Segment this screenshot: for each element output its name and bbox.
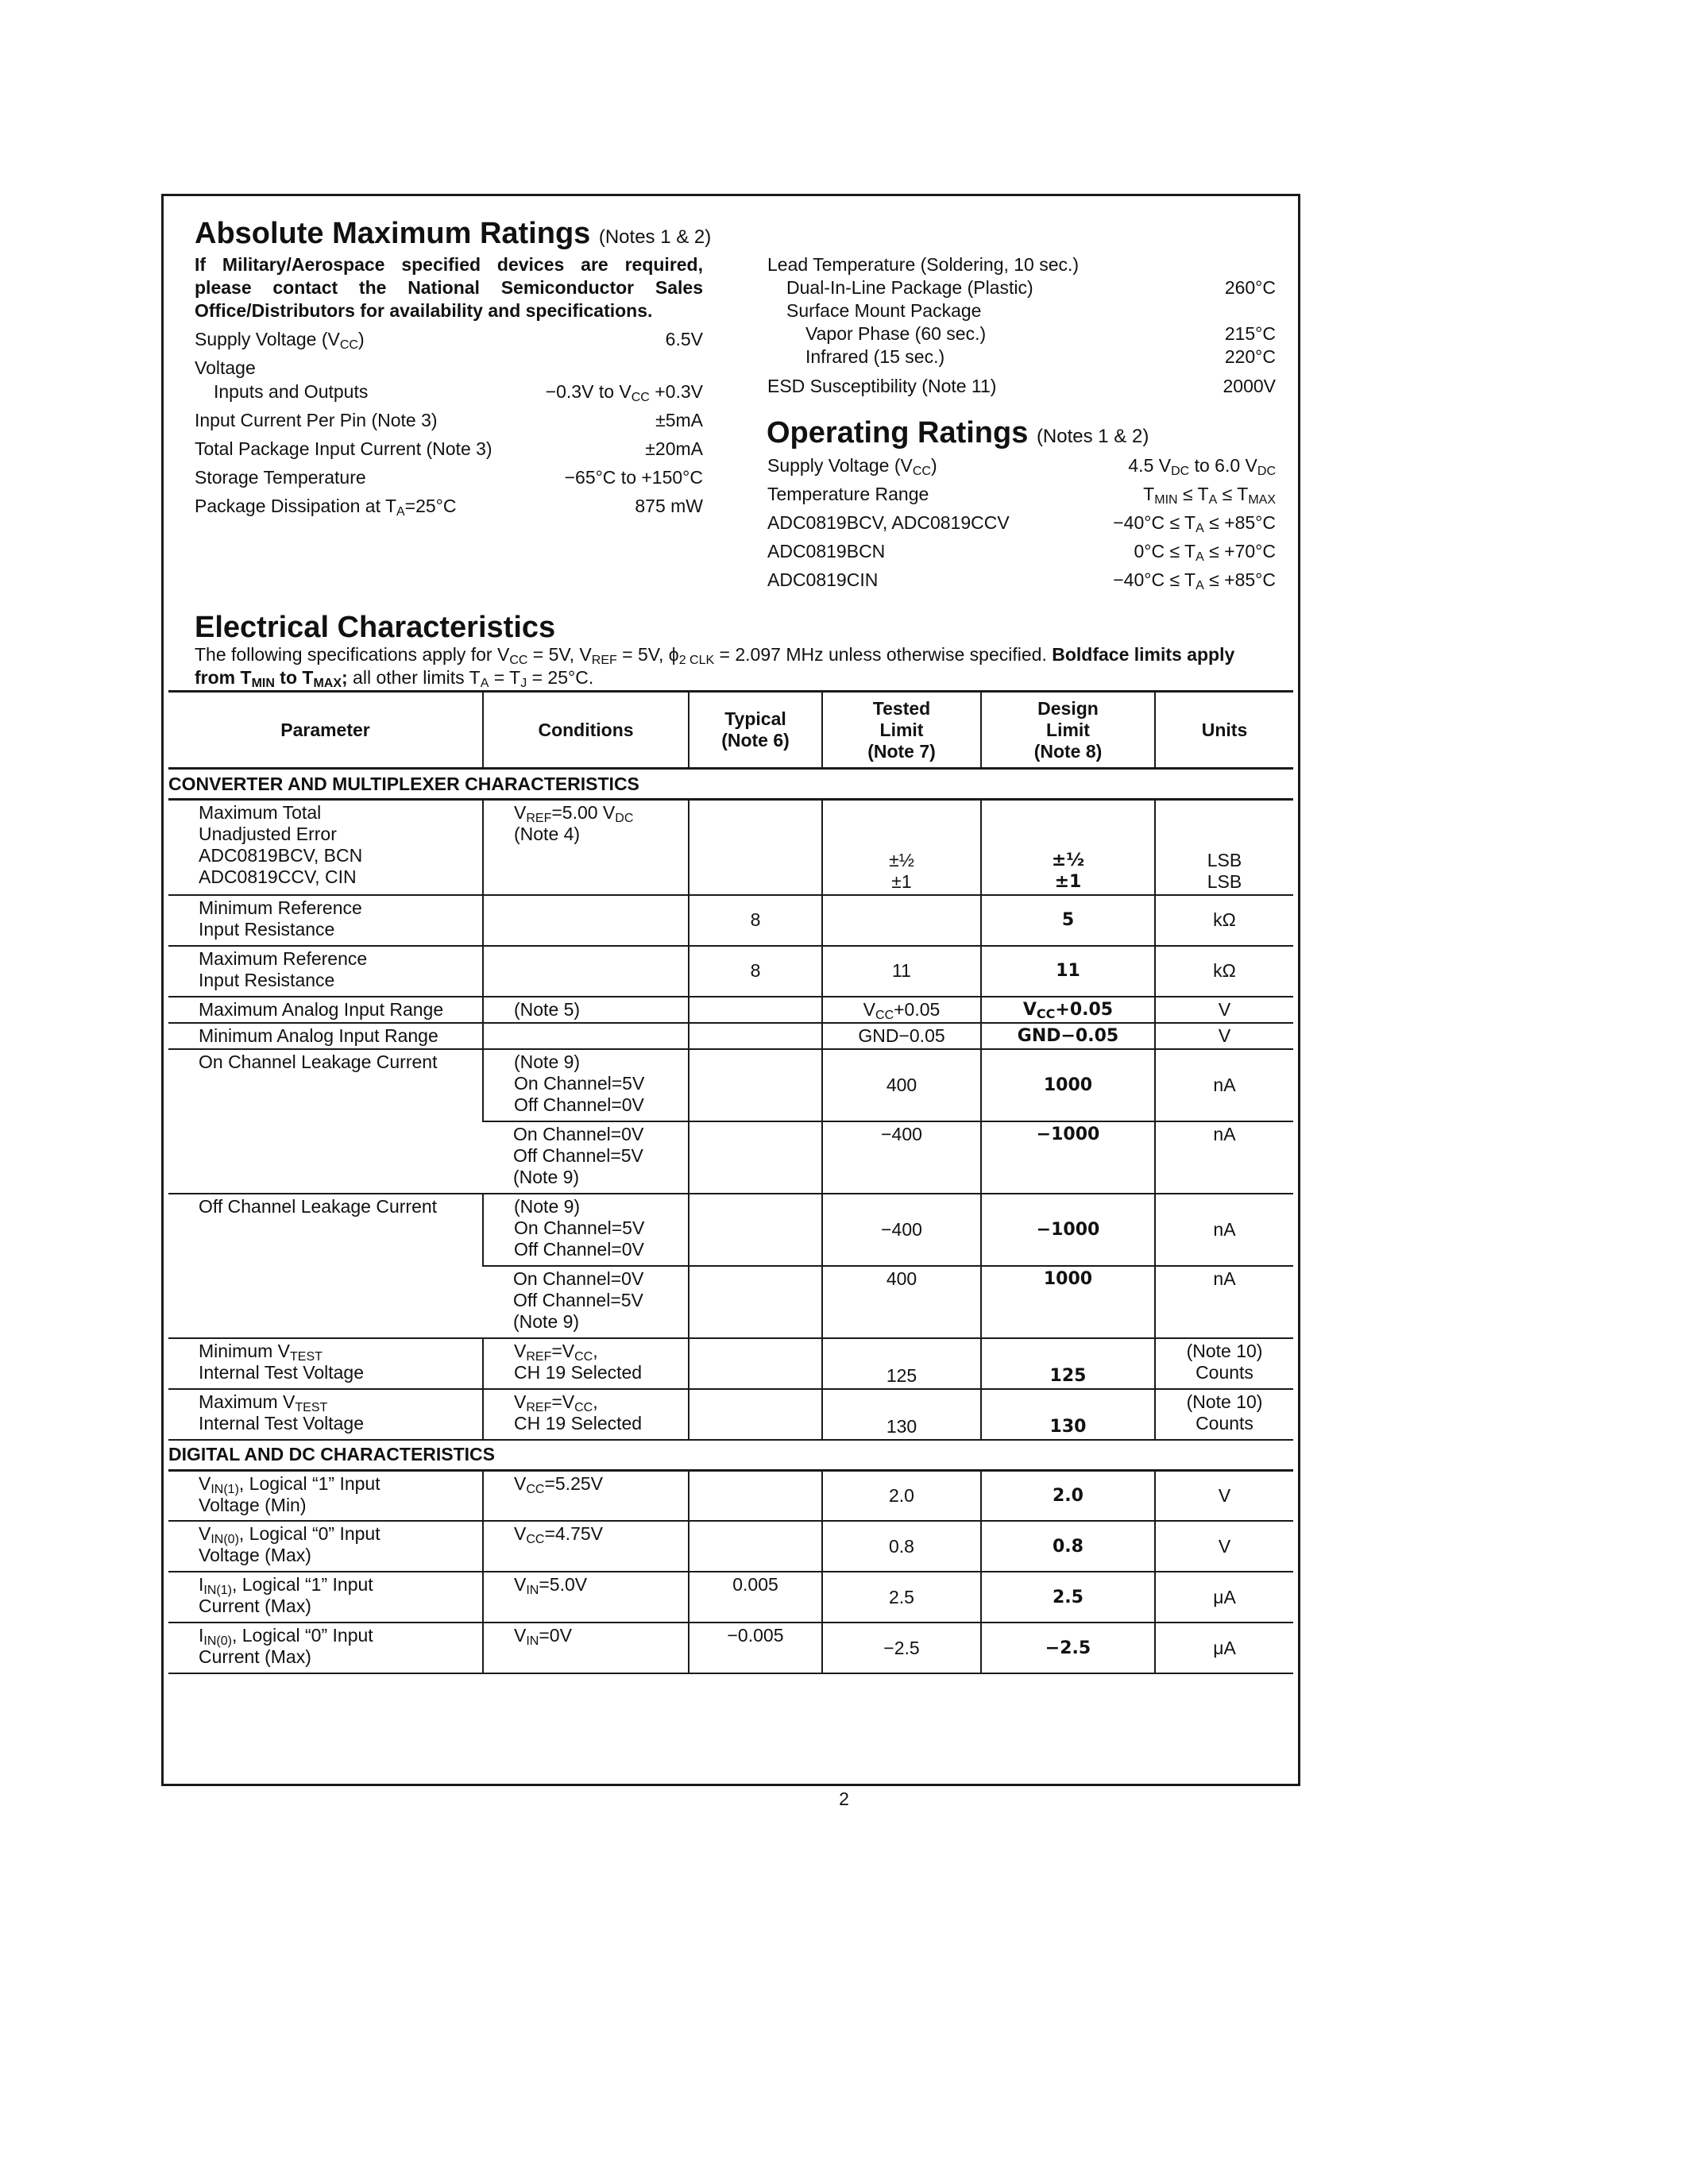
- param-cell: Off Channel Leakage Current: [168, 1194, 483, 1338]
- section-digital: DIGITAL AND DC CHARACTERISTICS: [168, 1440, 1293, 1471]
- design-cell: 0.8: [981, 1521, 1155, 1572]
- cond-cell: [483, 946, 689, 997]
- cond-cell: $V_{REF}=5.00$ $V_{DC}$ (Note 4): [483, 800, 689, 895]
- design-cell: 2.0: [981, 1470, 1155, 1521]
- cond-cell: $V_{IN}=5.0V$: [483, 1572, 689, 1623]
- units-cell: LSB LSB: [1155, 800, 1293, 895]
- design-cell: −1000: [981, 1121, 1155, 1194]
- units-cell: nA: [1155, 1194, 1293, 1266]
- electrical-characteristics-table: [168, 690, 1293, 1674]
- typ-cell: [689, 997, 822, 1023]
- table-row: [168, 1470, 1293, 1521]
- tested-cell: 400: [822, 1266, 981, 1338]
- tested-cell: 2.0: [822, 1470, 981, 1521]
- typ-cell: 8: [689, 946, 822, 997]
- table-header-row: [168, 692, 1293, 769]
- table-row: [168, 800, 1293, 895]
- operating-title: Operating Ratings (Notes 1 & 2): [767, 416, 1149, 450]
- tested-cell: 0.8: [822, 1521, 981, 1572]
- abs-inputs-outputs: Inputs and Outputs −0.3V to $V_{CC} +0.3V$: [214, 381, 703, 404]
- cond-cell: $V_{REF}=V_{CC}$, CH 19 Selected: [483, 1389, 689, 1440]
- lead-temp-label: Lead Temperature (Soldering, 10 sec.): [767, 254, 1080, 275]
- cond-cell: $V_{IN}=0V$: [483, 1623, 689, 1673]
- tested-cell: −400: [822, 1194, 981, 1266]
- typ-cell: [689, 1121, 822, 1194]
- units-cell: V: [1155, 997, 1293, 1023]
- page-number: 2: [839, 1788, 849, 1809]
- tested-cell: −2.5: [822, 1623, 981, 1673]
- units-cell: V: [1155, 1521, 1293, 1572]
- cond-cell: $V_{CC}=5.25V$: [483, 1470, 689, 1521]
- table-row: [168, 1049, 1293, 1121]
- lead-temp-smp: Surface Mount Package: [786, 300, 982, 321]
- tested-cell: [822, 895, 981, 946]
- design-cell: 5: [981, 895, 1155, 946]
- header-typical: Typical (Note 6): [689, 692, 822, 769]
- units-cell: nA: [1155, 1121, 1293, 1194]
- param-cell: Minimum $V_{TEST}$ Internal Test Voltage: [168, 1338, 483, 1389]
- units-cell: kΩ: [1155, 895, 1293, 946]
- param-cell: $V_{IN(1)}$, Logical “1” Input Voltage (Min): [168, 1470, 483, 1521]
- design-cell: 1000: [981, 1049, 1155, 1121]
- abs-supply-voltage: Supply Voltage $(V_{CC})$ 6.5V: [195, 329, 703, 352]
- units-cell: (Note 10) Counts: [1155, 1338, 1293, 1389]
- units-cell: V: [1155, 1470, 1293, 1521]
- param-cell: $I_{IN(1)}$, Logical “1” Input Current (Max): [168, 1572, 483, 1623]
- table-row: [168, 1023, 1293, 1049]
- table-row: [168, 895, 1293, 946]
- table-row: [168, 1338, 1293, 1389]
- elec-intro: The following specifications apply for $V_{CC} = 5V$, $V_{REF} = 5V$, $\phi_{2 CLK} = 2.097$ MHz unless otherwise specified. Boldface limits apply from $T_{MIN}$ to $T_{MAX}$; all other limits $T_A = T_J = 25^\circ C$.: [195, 644, 1235, 690]
- param-cell: Maximum Total Unadjusted Error ADC0819BCV, BCN ADC0819CCV, CIN: [168, 800, 483, 895]
- tested-cell: 400: [822, 1049, 981, 1121]
- section-converter: CONVERTER AND MULTIPLEXER CHARACTERISTICS: [168, 769, 1293, 800]
- header-units: Units: [1155, 692, 1293, 769]
- param-cell: $I_{IN(0)}$, Logical “0” Input Current (Max): [168, 1623, 483, 1673]
- table-row: [168, 1521, 1293, 1572]
- abs-storage-temp: Storage Temperature −65°C to +150°C: [195, 467, 703, 488]
- military-warning: If Military/Aerospace specified devices are required, please contact the National Semiconductor Sales Office/Distributors for availability and specifications.: [195, 254, 703, 321]
- tested-cell: GND−0.05: [822, 1023, 981, 1049]
- lead-temp-infrared: Infrared (15 sec.) 220°C: [805, 346, 1276, 367]
- abs-voltage-label: Voltage: [195, 357, 256, 378]
- typ-cell: [689, 1470, 822, 1521]
- design-cell: 11: [981, 946, 1155, 997]
- table-row: [168, 1389, 1293, 1440]
- param-cell: Maximum Analog Input Range: [168, 997, 483, 1023]
- tested-cell: 125: [822, 1338, 981, 1389]
- units-cell: kΩ: [1155, 946, 1293, 997]
- table-row: [168, 1572, 1293, 1623]
- typ-cell: [689, 1266, 822, 1338]
- tested-cell: 11: [822, 946, 981, 997]
- typ-cell: [689, 800, 822, 895]
- op-supply-voltage: Supply Voltage $(V_{CC})$ 4.5 $V_{DC}$ to 6.0 $V_{DC}$: [767, 455, 1276, 478]
- units-cell: nA: [1155, 1266, 1293, 1338]
- cond-cell: [483, 895, 689, 946]
- param-cell: On Channel Leakage Current: [168, 1049, 483, 1194]
- cond-cell: [483, 1023, 689, 1049]
- cond-cell: (Note 5): [483, 997, 689, 1023]
- design-cell: 130: [981, 1389, 1155, 1440]
- cond-cell: On Channel=0V Off Channel=5V (Note 9): [483, 1121, 689, 1194]
- units-cell: V: [1155, 1023, 1293, 1049]
- header-design-limit: Design Limit (Note 8): [981, 692, 1155, 769]
- param-cell: Maximum Reference Input Resistance: [168, 946, 483, 997]
- abs-package-dissipation: Package Dissipation at $T_A=25^\circ C$ 875 mW: [195, 496, 703, 519]
- section-row: [168, 769, 1293, 800]
- table-row: [168, 1194, 1293, 1266]
- table-row: [168, 946, 1293, 997]
- design-cell: 2.5: [981, 1572, 1155, 1623]
- units-cell: μA: [1155, 1572, 1293, 1623]
- param-cell: Minimum Analog Input Range: [168, 1023, 483, 1049]
- tested-cell: 130: [822, 1389, 981, 1440]
- header-conditions: Conditions: [483, 692, 689, 769]
- tested-cell: −400: [822, 1121, 981, 1194]
- op-range-bcv-ccv: ADC0819BCV, ADC0819CCV $-40^\circ C \le T_A \le +85^\circ C$: [767, 512, 1276, 535]
- tested-cell: ±½ ±1: [822, 800, 981, 895]
- section-row: [168, 1440, 1293, 1471]
- abs-package-current: Total Package Input Current (Note 3) ±20mA: [195, 438, 703, 459]
- abs-max-title: Absolute Maximum Ratings (Notes 1 & 2): [195, 217, 712, 250]
- cond-cell: (Note 9) On Channel=5V Off Channel=0V: [483, 1194, 689, 1266]
- design-cell: ±½ ±1: [981, 800, 1155, 895]
- typ-cell: [689, 1049, 822, 1121]
- abs-input-current: Input Current Per Pin (Note 3) ±5mA: [195, 410, 703, 430]
- op-range-cin: ADC0819CIN $-40^\circ C \le T_A \le +85^\circ C$: [767, 569, 1276, 592]
- cond-cell: $V_{REF}=V_{CC}$, CH 19 Selected: [483, 1338, 689, 1389]
- elec-title: Electrical Characteristics: [195, 611, 556, 644]
- op-range-bcn: ADC0819BCN $0^\circ C \le T_A \le +70^\circ C$: [767, 541, 1276, 564]
- typ-cell: −0.005: [689, 1623, 822, 1673]
- header-parameter: Parameter: [168, 692, 483, 769]
- param-cell: $V_{IN(0)}$, Logical “0” Input Voltage (Max): [168, 1521, 483, 1572]
- cond-cell: (Note 9) On Channel=5V Off Channel=0V: [483, 1049, 689, 1121]
- units-cell: (Note 10) Counts: [1155, 1389, 1293, 1440]
- cond-cell: On Channel=0V Off Channel=5V (Note 9): [483, 1266, 689, 1338]
- design-cell: $V_{CC}+0.05$: [981, 997, 1155, 1023]
- param-cell: Maximum $V_{TEST}$ Internal Test Voltage: [168, 1389, 483, 1440]
- design-cell: 125: [981, 1338, 1155, 1389]
- header-tested-limit: Tested Limit (Note 7): [822, 692, 981, 769]
- lead-temp-dip: Dual-In-Line Package (Plastic) 260°C: [786, 277, 1276, 298]
- typ-cell: [689, 1521, 822, 1572]
- typ-cell: 0.005: [689, 1572, 822, 1623]
- typ-cell: 8: [689, 895, 822, 946]
- esd-susceptibility: ESD Susceptibility (Note 11) 2000V: [767, 376, 1276, 396]
- tested-cell: 2.5: [822, 1572, 981, 1623]
- cond-cell: $V_{CC}=4.75V$: [483, 1521, 689, 1572]
- design-cell: −2.5: [981, 1623, 1155, 1673]
- lead-temp-vapor: Vapor Phase (60 sec.) 215°C: [805, 323, 1276, 344]
- design-cell: 1000: [981, 1266, 1155, 1338]
- typ-cell: [689, 1194, 822, 1266]
- op-temp-range: Temperature Range $T_{MIN} \le T_A \le T_{MAX}$: [767, 484, 1276, 507]
- table-row: [168, 997, 1293, 1023]
- typ-cell: [689, 1338, 822, 1389]
- design-cell: −1000: [981, 1194, 1155, 1266]
- table-row: [168, 1623, 1293, 1673]
- design-cell: GND−0.05: [981, 1023, 1155, 1049]
- param-cell: Minimum Reference Input Resistance: [168, 895, 483, 946]
- units-cell: μA: [1155, 1623, 1293, 1673]
- units-cell: nA: [1155, 1049, 1293, 1121]
- tested-cell: $V_{CC}+0.05$: [822, 997, 981, 1023]
- typ-cell: [689, 1389, 822, 1440]
- typ-cell: [689, 1023, 822, 1049]
